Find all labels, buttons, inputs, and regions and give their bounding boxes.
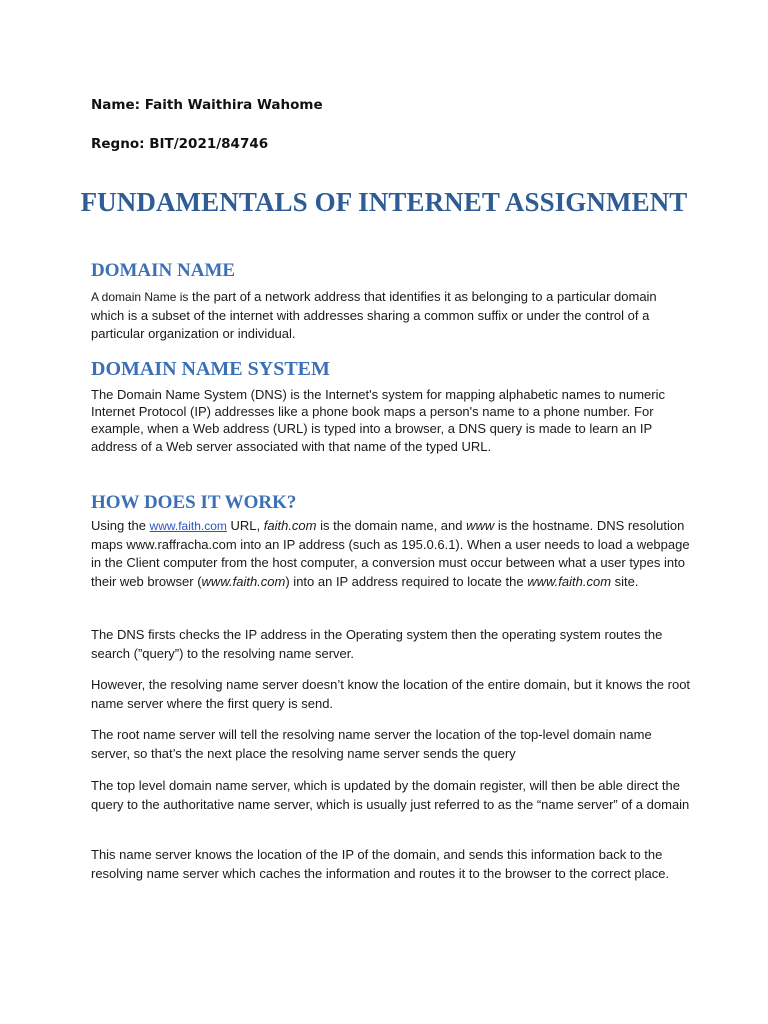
paragraph-how-intro (91, 517, 691, 591)
intro-text-2: URL, (226, 518, 264, 533)
intro-text-3: is the domain name, and (316, 518, 467, 533)
paragraph-step-4: The top level domain name server, which is updated by the domain register, will then be able direct the query to the authoritative name server, which is usually just referred to as the “name server” of a domain (91, 778, 690, 812)
paragraph-step-3: The root name server will tell the resolving name server the location of the top-level domain name server, so that’s the next place the resolving name server sends the query (91, 727, 652, 761)
intro-url-italic-1: www.faith.com (201, 573, 286, 589)
heading-domain-name: DOMAIN NAME (91, 260, 236, 281)
heading-how-does-it-work: HOW DOES IT WORK? (91, 492, 297, 513)
paragraph-dns: The Domain Name System (DNS) is the Internet's system for mapping alphabetic names to numeric Internet Protocol (IP) addresses like a phone book maps a person's name to a phone number. For example, when a Web address (URL) is typed into a browser, a DNS query is made to learn an IP address of a Web server associated with that name of the typed URL. (91, 387, 665, 454)
intro-url-italic-2: www.faith.com (527, 573, 612, 589)
domain-name-lead: A domain Name is (91, 290, 189, 304)
paragraph-step-5: This name server knows the location of the IP of the domain, and sends this information back to the resolving name server which caches the information and routes it to the browser to the correct place. (91, 847, 670, 881)
paragraph-step-2: However, the resolving name server doesn’t know the location of the entire domain, but it knows the root name server where the first query is send. (91, 677, 691, 711)
intro-text-4: is the hostname. DNS resolution maps www.raffracha.com into an IP address (such as 195.0.6.1). When a user needs to load a webpage in the Client computer from the host computer, a conversion must occur between what a user types into their web browser ( (91, 518, 690, 589)
intro-text-1: Using the (91, 518, 150, 533)
intro-text-5: ) into an IP address required to locate the (285, 573, 528, 589)
registration-number: Regno: BIT/2021/84746 (91, 136, 269, 152)
intro-domain-italic: faith.com (263, 518, 317, 533)
paragraph-domain-name (91, 288, 691, 344)
domain-name-body: the part of a network address that identifies it as belonging to a particular domain which is a subset of the internet with addresses sharing a common suffix or under the control of a particular organization or individual. (91, 289, 657, 342)
heading-domain-name-system: DOMAIN NAME SYSTEM (91, 358, 330, 380)
paragraph-step-1: The DNS firsts checks the IP address in the Operating system then the operating system routes the search (”query”) to the resolving name server. (91, 627, 663, 661)
document-title: FUNDAMENTALS OF INTERNET ASSIGNMENT (80, 187, 688, 217)
faith-url-link[interactable]: www.faith.com (149, 519, 227, 533)
intro-text-6: site. (611, 573, 639, 589)
intro-hostname-italic: www (466, 518, 495, 533)
student-name: Name: Faith Waithira Wahome (91, 97, 323, 113)
